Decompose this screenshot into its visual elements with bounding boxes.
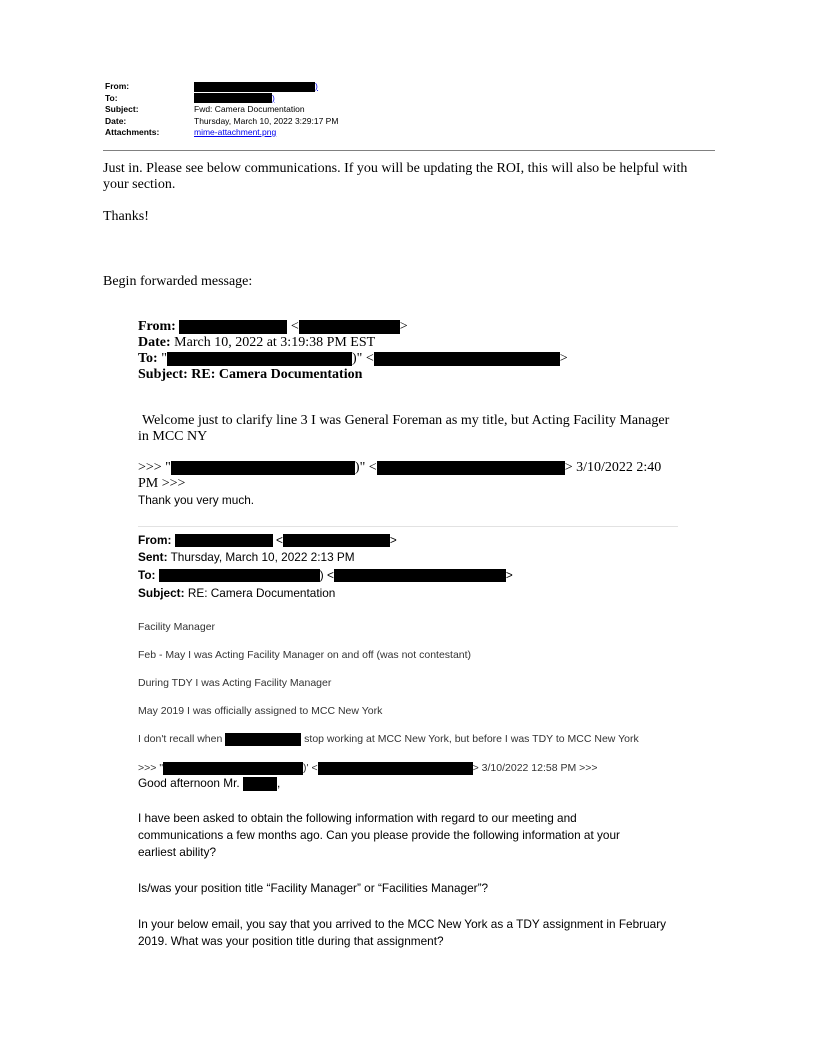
redaction-block (377, 461, 565, 475)
attachment-link[interactable]: mime-attachment.png (194, 127, 277, 137)
answer-line: During TDY I was Acting Facility Manager (138, 677, 332, 689)
redaction-block (318, 762, 473, 775)
header-to-trail[interactable]: ) (272, 92, 275, 103)
header-to-label: To: (105, 92, 118, 103)
header-divider (103, 150, 715, 151)
redaction-block (163, 762, 303, 775)
inner-to-label: To: (138, 568, 156, 582)
intro-line: your section. (103, 177, 176, 192)
recall-line (138, 732, 639, 746)
request-paragraph (138, 810, 738, 861)
intro-paragraph (103, 161, 723, 193)
quote-mid: )" < (354, 460, 377, 475)
header-subject-label: Subject: (105, 104, 139, 114)
inner-subject-label: Subject: (138, 586, 185, 600)
inner-quote-line (138, 761, 598, 775)
intro-line: Just in. Please see below communications. If you will be updating the ROI, this will also be helpful with (103, 161, 688, 176)
redaction-block (374, 352, 560, 366)
greeting-line (138, 775, 280, 792)
inner-from-label: From: (138, 533, 172, 547)
email-header (105, 81, 338, 139)
redaction-block (334, 569, 506, 582)
fwd-message (142, 413, 702, 429)
inner-sent-label: Sent: (138, 550, 168, 564)
fwd-quote-line2: PM >>> (138, 476, 186, 491)
header-from-row (105, 81, 338, 93)
fwd-subject-row (138, 367, 362, 383)
answer-line: Feb - May I was Acting Facility Manager on and off (was not contestant) (138, 649, 472, 661)
redaction-block (194, 93, 272, 103)
recall-prefix: I don't recall when (138, 733, 223, 745)
greeting-prefix: Good afternoon Mr. (138, 776, 240, 790)
redaction-block (179, 320, 287, 334)
thanks-text: Thanks! (103, 209, 149, 224)
inner-sent-row (138, 549, 355, 566)
fwd-subject-value: RE: Camera Documentation (191, 367, 363, 382)
answer-line: Facility Manager (138, 621, 216, 633)
recall-suffix: stop working at MCC New York, but before I was TDY to MCC New York (304, 733, 639, 745)
answer-line: May 2019 I was officially assigned to MCC New York (138, 705, 383, 717)
inner-to-mid: ) < (319, 568, 334, 582)
redaction-block (171, 461, 355, 475)
redaction-block (299, 320, 400, 334)
quote-prefix: >>> " (138, 762, 164, 774)
header-from-label: From: (105, 81, 130, 91)
redaction-block (175, 534, 273, 547)
redaction-block (159, 569, 320, 582)
fwd-gt: > (559, 351, 568, 366)
header-attachments-label: Attachments: (105, 127, 160, 137)
redaction-block (167, 352, 352, 366)
thank-you-text: Thank you very much. (138, 493, 255, 507)
fwd-lt: < (290, 319, 299, 334)
fwd-to-open: " (161, 351, 167, 366)
fwd-to-label: To: (138, 351, 158, 366)
quote-mid: )' < (303, 762, 318, 774)
question-paragraph (138, 916, 738, 950)
paragraph-line: earliest ability? (138, 845, 217, 859)
fwd-subject-label: Subject: (138, 367, 188, 382)
inner-subject-value: RE: Camera Documentation (187, 586, 336, 600)
greeting-suffix: , (276, 776, 281, 790)
redaction-block (225, 733, 301, 746)
question-line: Is/was your position title “Facility Manager” or “Facilities Manager”? (138, 881, 489, 895)
fwd-quote-line (138, 460, 661, 476)
fwd-message-line: in MCC NY (138, 429, 208, 444)
fwd-date-label: Date: (138, 335, 171, 350)
quote-suffix: > 3/10/2022 2:40 (564, 460, 662, 475)
header-attachments-row (105, 127, 338, 139)
fwd-date-value: March 10, 2022 at 3:19:38 PM EST (174, 335, 376, 350)
fwd-to-row (138, 351, 568, 367)
fwd-date-row (138, 335, 375, 351)
inner-gt: > (389, 533, 397, 547)
redaction-block (194, 82, 315, 92)
message-divider (138, 526, 678, 527)
fwd-message-line: Welcome just to clarify line 3 I was General Foreman as my title, but Acting Facility Manager (142, 413, 670, 428)
fwd-to-close: )" < (351, 351, 374, 366)
paragraph-line: 2019. What was your position title during that assignment? (138, 934, 444, 948)
fwd-from-row (138, 319, 408, 335)
inner-sent-value: Thursday, March 10, 2022 2:13 PM (170, 550, 355, 564)
quote-suffix: > 3/10/2022 12:58 PM >>> (472, 762, 598, 774)
inner-lt: < (275, 533, 283, 547)
paragraph-line: In your below email, you say that you arrived to the MCC New York as a TDY assignment in February (138, 917, 667, 931)
header-subject-row (105, 104, 338, 116)
inner-subject-row (138, 585, 335, 602)
header-subject-value: Fwd: Camera Documentation (194, 104, 305, 114)
header-date-row (105, 116, 338, 128)
forwarded-label: Begin forwarded message: (103, 274, 253, 289)
header-date-value: Thursday, March 10, 2022 3:29:17 PM (194, 115, 339, 126)
fwd-from-label: From: (138, 319, 176, 334)
inner-gt: > (505, 568, 513, 582)
header-date-label: Date: (105, 115, 127, 126)
redaction-block (243, 777, 277, 791)
inner-to-row (138, 567, 513, 584)
fwd-gt: > (399, 319, 408, 334)
header-from-trail[interactable]: ) (315, 81, 318, 91)
quote-prefix: >>> " (138, 460, 171, 475)
paragraph-line: communications a few months ago. Can you please provide the following information at your (138, 828, 620, 842)
inner-from-row (138, 532, 397, 549)
paragraph-line: I have been asked to obtain the following information with regard to our meeting and (138, 811, 577, 825)
header-to-row (105, 93, 338, 105)
redaction-block (283, 534, 390, 547)
